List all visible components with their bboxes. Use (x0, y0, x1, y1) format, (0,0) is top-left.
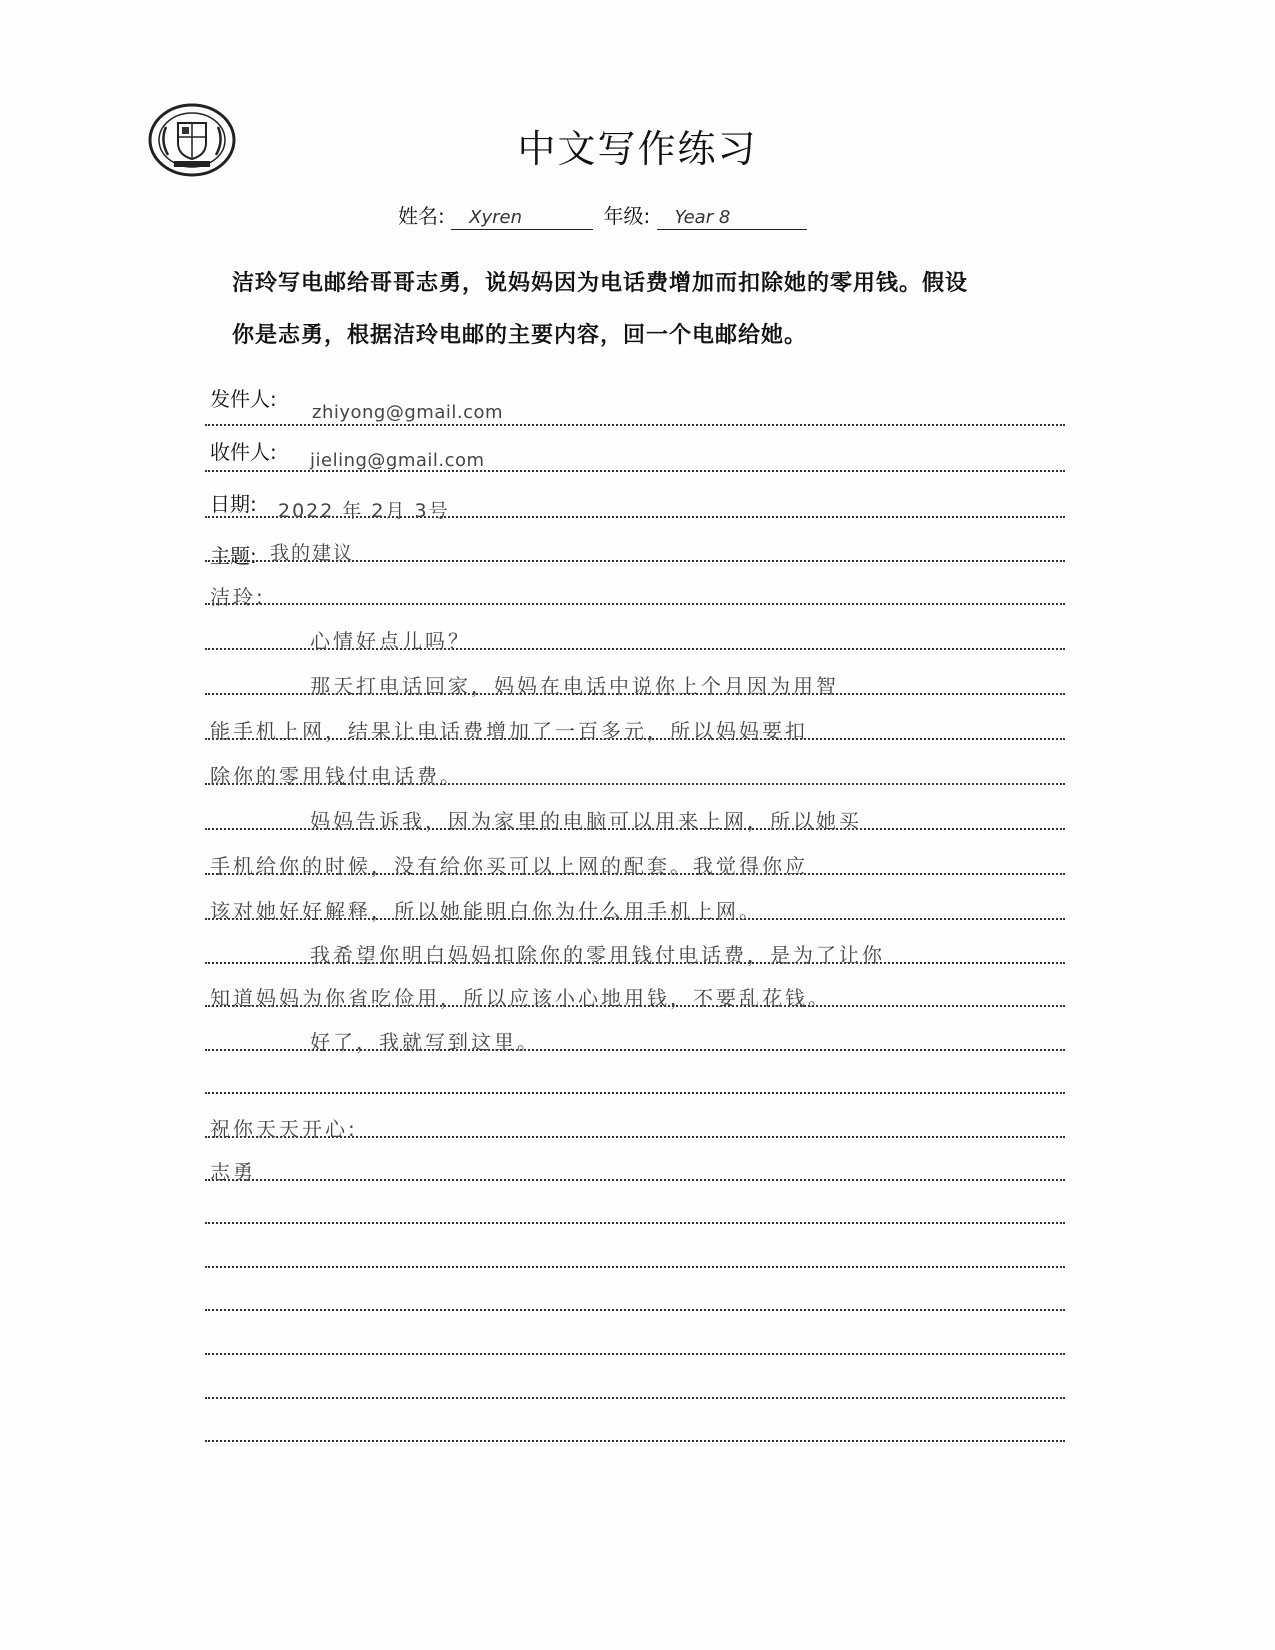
recipient-value: jieling@gmail.com (310, 450, 485, 471)
page-title: 中文写作练习 (517, 127, 758, 171)
student-info (398, 200, 807, 230)
letter-line: 手机给你的时候，没有给你买可以上网的配套。我觉得你应 (210, 854, 808, 878)
letter-line: 妈妈告诉我，因为家里的电脑可以用来上网，所以她买 (310, 809, 862, 833)
grade-label: 年级: (603, 204, 651, 228)
subject-label: 主题: (210, 544, 257, 568)
prompt-line: 洁玲写电邮给哥哥志勇，说妈妈因为电话费增加而扣除她的零用钱。假设 (232, 271, 969, 296)
letter-line: 该对她好好解释，所以她能明白你为什么用手机上网。 (210, 899, 762, 923)
date-value: 2022 年 2月 3号 (278, 500, 450, 522)
letter-line: 那天打电话回家，妈妈在电话中说你上个月因为用智 (310, 674, 839, 698)
letter-closing: 祝你天天开心: (210, 1117, 358, 1141)
name-field: Xyren (451, 207, 593, 230)
letter-line: 好了，我就写到这里。 (310, 1030, 540, 1054)
letter-line: 能手机上网，结果让电话费增加了一百多元，所以妈妈要扣 (210, 719, 808, 743)
writing-line (205, 1266, 1065, 1268)
sender-label: 发件人: (210, 387, 277, 411)
prompt-line: 你是志勇，根据洁玲电邮的主要内容，回一个电邮给她。 (232, 323, 808, 348)
writing-line (205, 1222, 1065, 1224)
writing-line (205, 424, 1065, 426)
name-label: 姓名: (398, 204, 445, 228)
writing-line (205, 1309, 1065, 1311)
writing-line (205, 603, 1065, 605)
writing-line (205, 1397, 1065, 1399)
recipient-label: 收件人: (210, 440, 277, 464)
writing-prompt (232, 258, 1082, 362)
letter-signature: 志勇 (210, 1160, 256, 1184)
writing-line (205, 1440, 1065, 1442)
writing-line (205, 1353, 1065, 1355)
writing-line (205, 1179, 1065, 1181)
grade-field: Year 8 (657, 207, 807, 230)
subject-value: 我的建议 (270, 542, 355, 564)
letter-line: 心情好点儿吗？ (310, 629, 471, 653)
letter-line: 我希望你明白妈妈扣除你的零用钱付电话费，是为了让你 (310, 943, 885, 967)
letter-line: 除你的零用钱付电话费。 (210, 764, 463, 788)
writing-line (205, 1092, 1065, 1094)
sender-value: zhiyong@gmail.com (312, 402, 504, 423)
letter-greeting: 洁玲: (210, 585, 266, 609)
date-label: 日期: (210, 492, 257, 516)
letter-line: 知道妈妈为你省吃俭用，所以应该小心地用钱，不要乱花钱。 (210, 986, 831, 1010)
